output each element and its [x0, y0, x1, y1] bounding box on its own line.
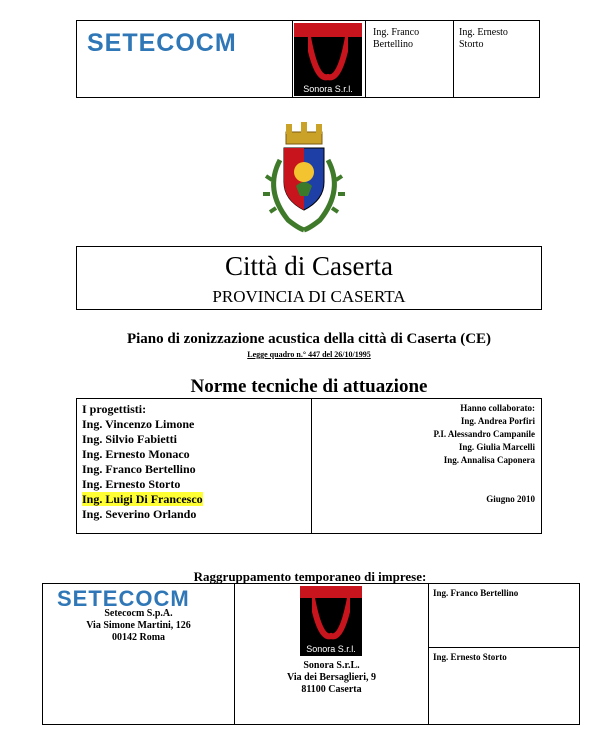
consortium-sonora-logo [300, 586, 362, 656]
consortium-setecocm-logo: SETECOCM [57, 586, 190, 611]
header-cell-setecocm [77, 21, 293, 97]
designer-4: Ing. Franco Bertellino [82, 462, 196, 476]
consortium-sonora-wave-icon [312, 598, 350, 640]
consortium-sonora-logo-text: Sonora S.r.l. [306, 644, 356, 654]
city-title: Città di Caserta [225, 251, 393, 281]
coat-of-arms-icon [258, 120, 350, 236]
consortium-person-cell-2 [429, 648, 579, 724]
collaborators-list [433, 402, 535, 506]
sonora-logo [294, 23, 362, 96]
designer-6-highlighted: Ing. Luigi Di Francesco [82, 492, 203, 506]
date-label: Giugno 2010 [486, 494, 535, 504]
setecocm-logo: SETECOCM [87, 29, 237, 57]
designer-2: Ing. Silvio Fabietti [82, 432, 178, 446]
designer-5: Ing. Ernesto Storto [82, 477, 181, 491]
collaborator-3: Ing. Giulia Marcelli [458, 442, 535, 452]
sonora-address: Via dei Bersaglieri, 9 [286, 672, 377, 683]
header-person-1: Ing. Franco Bertellino [373, 27, 420, 50]
setecocm-city: 00142 Roma [111, 632, 166, 643]
collaborator-2: P.I. Alessandro Campanile [433, 429, 535, 439]
setecocm-address: Via Simone Martini, 126 [86, 620, 191, 631]
norms-heading: Norme tecniche di attuazione [190, 376, 428, 397]
designer-3: Ing. Ernesto Monaco [82, 447, 190, 461]
collaborators-label: Hanno collaborato: [460, 403, 535, 413]
consortium-table [42, 583, 580, 725]
sonora-logo-text: Sonora S.r.l. [303, 84, 353, 94]
consortium-setecocm-cell [43, 584, 235, 724]
designers-list [82, 402, 203, 522]
consortium-person-2: Ing. Ernesto Storto [433, 652, 507, 662]
designer-1: Ing. Vincenzo Limone [82, 417, 195, 431]
consortium-person-cell-1 [429, 584, 579, 648]
consortium-title: Raggruppamento temporaneo di imprese: [193, 569, 427, 584]
plan-heading: Piano di zonizzazione acustica della città di Caserta (CE) [126, 331, 492, 347]
designer-7: Ing. Severino Orlando [82, 507, 197, 521]
province-title: PROVINCIA DI CASERTA [212, 287, 406, 306]
header-person-2: Ing. Ernesto Storto [459, 27, 508, 50]
header-table [76, 20, 540, 98]
sonora-city: 81100 Caserta [301, 684, 362, 695]
consortium-sonora-cell [235, 584, 429, 724]
authors-table [76, 398, 542, 534]
consortium-person-1: Ing. Franco Bertellino [433, 588, 519, 598]
collaborator-4: Ing. Annalisa Caponera [443, 455, 535, 465]
law-reference: Legge quadro n.° 447 del 26/10/1995 [247, 350, 371, 359]
collaborator-1: Ing. Andrea Porfiri [460, 416, 535, 426]
sonora-wave-icon [308, 37, 348, 81]
title-box [76, 246, 542, 310]
setecocm-name: Setecocm S.p.A. [104, 608, 173, 619]
designers-label: I progettisti: [82, 402, 147, 416]
sonora-name: Sonora S.r.L. [303, 660, 360, 671]
